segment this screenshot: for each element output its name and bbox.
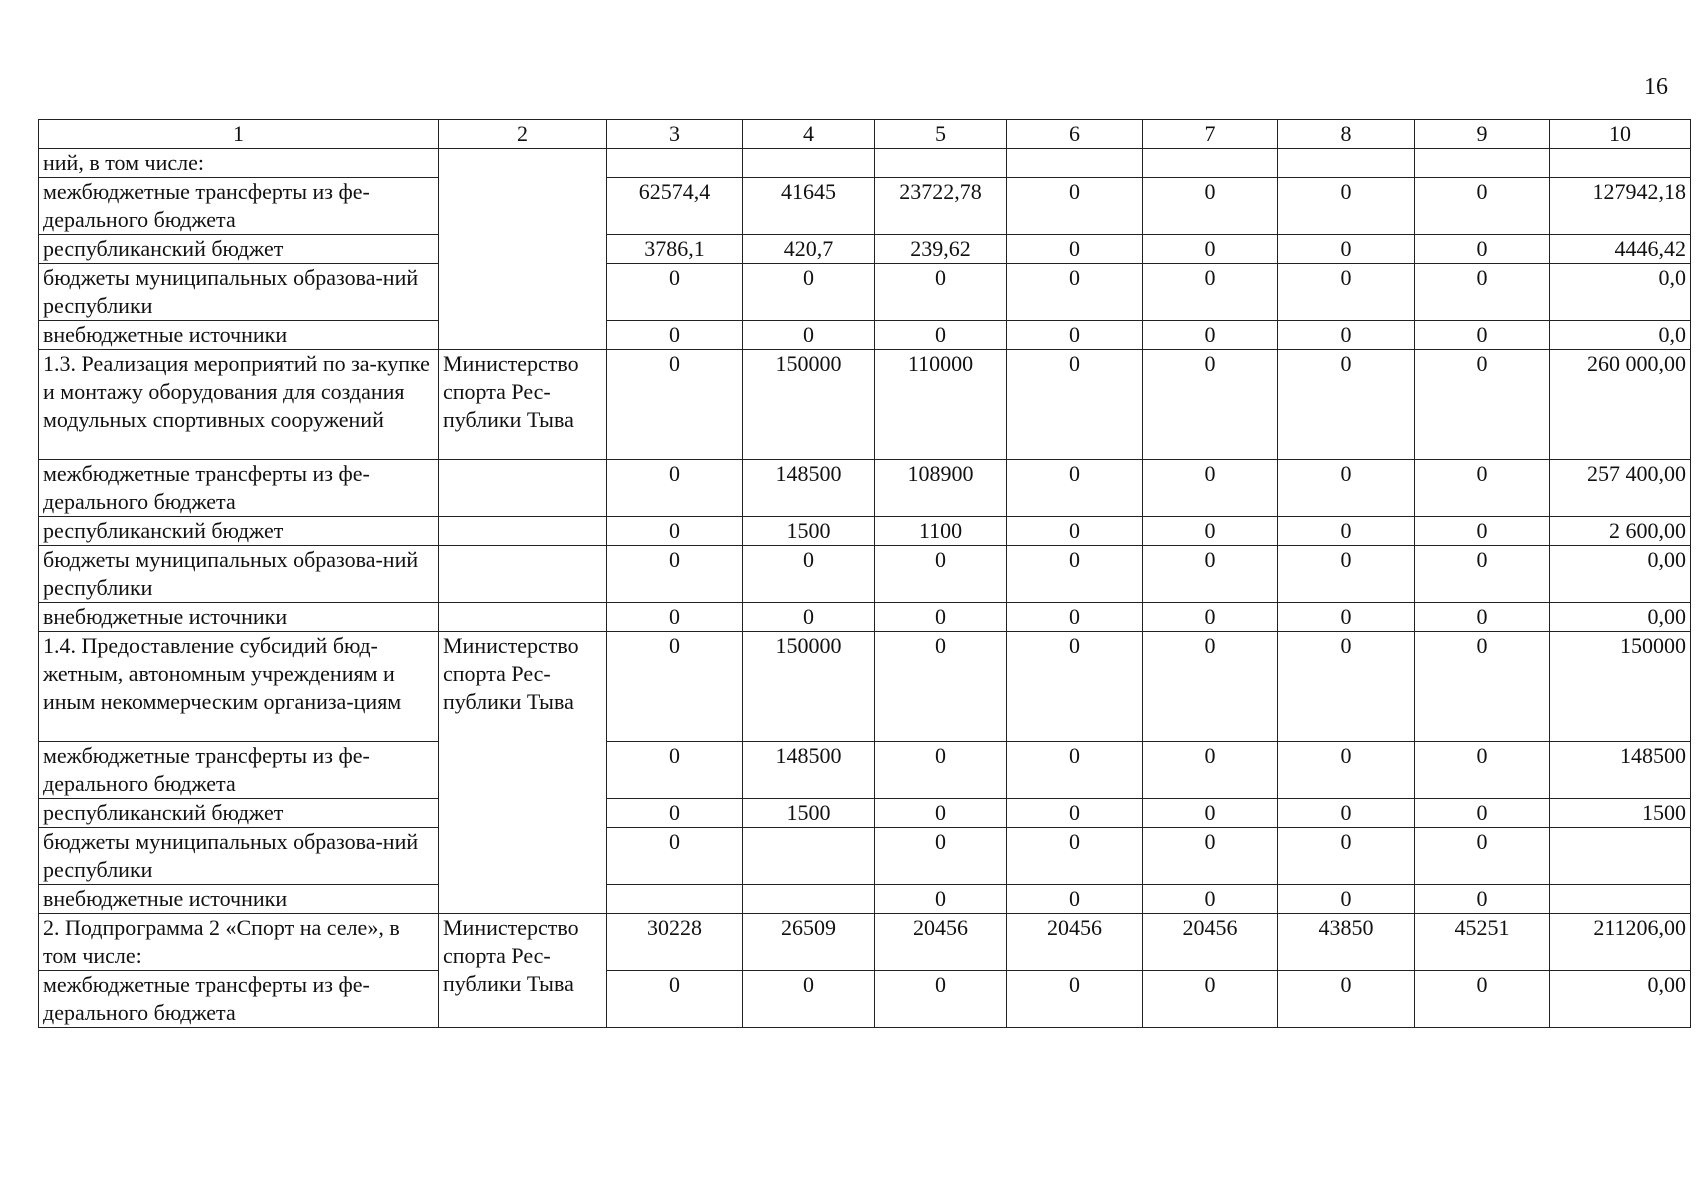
value-cell: 0 <box>1143 460 1278 517</box>
value-cell: 0 <box>875 885 1007 914</box>
value-cell <box>607 149 743 178</box>
value-cell: 2 600,00 <box>1550 517 1691 546</box>
table-row <box>39 828 1691 885</box>
table-row <box>39 632 1691 742</box>
value-cell: 0,0 <box>1550 264 1691 321</box>
value-cell: 0 <box>607 460 743 517</box>
row-label: внебюджетные источники <box>39 885 439 914</box>
value-cell: 0 <box>875 603 1007 632</box>
value-cell: 110000 <box>875 350 1007 460</box>
value-cell: 0,0 <box>1550 321 1691 350</box>
value-cell: 0 <box>607 742 743 799</box>
table-row <box>39 742 1691 799</box>
value-cell: 0 <box>1007 632 1143 742</box>
value-cell <box>1550 828 1691 885</box>
table-row <box>39 264 1691 321</box>
value-cell: 45251 <box>1415 914 1550 971</box>
value-cell: 0 <box>607 828 743 885</box>
value-cell: 0 <box>1143 742 1278 799</box>
value-cell: 0 <box>1278 799 1415 828</box>
row-label: межбюджетные трансферты из фе-дерального бюджета <box>39 742 439 799</box>
value-cell: 0 <box>1143 517 1278 546</box>
value-cell: 0 <box>1415 632 1550 742</box>
value-cell: 0 <box>875 632 1007 742</box>
column-header: 4 <box>743 120 875 149</box>
column-header: 2 <box>439 120 607 149</box>
value-cell: 127942,18 <box>1550 178 1691 235</box>
value-cell: 0,00 <box>1550 546 1691 603</box>
value-cell: 0 <box>1007 321 1143 350</box>
value-cell: 0 <box>607 517 743 546</box>
value-cell: 0 <box>1415 603 1550 632</box>
value-cell <box>1550 885 1691 914</box>
value-cell: 150000 <box>1550 632 1691 742</box>
value-cell: 148500 <box>743 742 875 799</box>
value-cell: 0 <box>1415 799 1550 828</box>
column-header: 8 <box>1278 120 1415 149</box>
value-cell: 43850 <box>1278 914 1415 971</box>
value-cell <box>1007 149 1143 178</box>
column-header: 9 <box>1415 120 1550 149</box>
value-cell: 0 <box>1278 350 1415 460</box>
value-cell: 0 <box>1278 885 1415 914</box>
row-label: межбюджетные трансферты из фе-дерального бюджета <box>39 971 439 1028</box>
value-cell: 0 <box>607 603 743 632</box>
value-cell: 0 <box>1143 321 1278 350</box>
table-row <box>39 178 1691 235</box>
row-label: ний, в том числе: <box>39 149 439 178</box>
page-number: 16 <box>1644 74 1668 100</box>
executor-cell <box>439 460 607 517</box>
value-cell: 26509 <box>743 914 875 971</box>
executor-cell <box>439 149 607 350</box>
table-row <box>39 517 1691 546</box>
table-row <box>39 321 1691 350</box>
value-cell: 0 <box>1278 971 1415 1028</box>
value-cell: 1500 <box>743 799 875 828</box>
value-cell: 211206,00 <box>1550 914 1691 971</box>
row-label: республиканский бюджет <box>39 799 439 828</box>
value-cell: 0 <box>1278 517 1415 546</box>
value-cell: 148500 <box>1550 742 1691 799</box>
row-label: 2. Подпрограмма 2 «Спорт на селе», в том числе: <box>39 914 439 971</box>
value-cell: 0 <box>607 971 743 1028</box>
value-cell: 420,7 <box>743 235 875 264</box>
value-cell: 0 <box>607 350 743 460</box>
value-cell <box>875 149 1007 178</box>
value-cell: 20456 <box>1143 914 1278 971</box>
value-cell: 0 <box>875 321 1007 350</box>
row-label: межбюджетные трансферты из фе-дерального бюджета <box>39 460 439 517</box>
value-cell: 0 <box>607 632 743 742</box>
value-cell: 0 <box>1143 546 1278 603</box>
value-cell: 0 <box>1415 742 1550 799</box>
value-cell: 0 <box>1143 235 1278 264</box>
value-cell: 0 <box>1415 517 1550 546</box>
value-cell: 0 <box>875 264 1007 321</box>
value-cell: 0 <box>607 799 743 828</box>
row-label: республиканский бюджет <box>39 235 439 264</box>
value-cell: 150000 <box>743 632 875 742</box>
value-cell: 0 <box>1007 742 1143 799</box>
column-header: 6 <box>1007 120 1143 149</box>
value-cell: 4446,42 <box>1550 235 1691 264</box>
value-cell: 23722,78 <box>875 178 1007 235</box>
column-header: 10 <box>1550 120 1691 149</box>
table-row <box>39 971 1691 1028</box>
value-cell: 62574,4 <box>607 178 743 235</box>
row-label: внебюджетные источники <box>39 603 439 632</box>
value-cell: 0 <box>1007 603 1143 632</box>
value-cell: 0 <box>1143 632 1278 742</box>
row-label: 1.3. Реализация мероприятий по за-купке и монтажу оборудования для создания модульных спортивных сооружений <box>39 350 439 460</box>
value-cell: 0 <box>1278 321 1415 350</box>
value-cell: 0 <box>743 971 875 1028</box>
value-cell: 0 <box>875 971 1007 1028</box>
executor-cell <box>439 517 607 546</box>
value-cell: 3786,1 <box>607 235 743 264</box>
value-cell: 148500 <box>743 460 875 517</box>
value-cell <box>1415 149 1550 178</box>
value-cell: 0 <box>1007 971 1143 1028</box>
value-cell: 0 <box>875 546 1007 603</box>
value-cell: 0,00 <box>1550 971 1691 1028</box>
value-cell <box>1143 149 1278 178</box>
column-header: 5 <box>875 120 1007 149</box>
table-row <box>39 603 1691 632</box>
value-cell: 0 <box>1143 885 1278 914</box>
value-cell: 1500 <box>1550 799 1691 828</box>
value-cell <box>743 149 875 178</box>
value-cell: 0 <box>1278 632 1415 742</box>
value-cell: 0,00 <box>1550 603 1691 632</box>
row-label: бюджеты муниципальных образова-ний республики <box>39 264 439 321</box>
table-row <box>39 799 1691 828</box>
value-cell: 0 <box>1415 321 1550 350</box>
value-cell: 0 <box>1007 460 1143 517</box>
row-label: республиканский бюджет <box>39 517 439 546</box>
value-cell: 0 <box>1007 350 1143 460</box>
value-cell: 1500 <box>743 517 875 546</box>
executor-cell: Министерство спорта Рес-публики Тыва <box>439 914 607 1028</box>
value-cell: 239,62 <box>875 235 1007 264</box>
value-cell: 0 <box>1143 178 1278 235</box>
value-cell: 257 400,00 <box>1550 460 1691 517</box>
value-cell: 0 <box>1415 828 1550 885</box>
value-cell: 0 <box>1143 971 1278 1028</box>
executor-cell: Министерство спорта Рес-публики Тыва <box>439 632 607 914</box>
value-cell: 0 <box>1278 828 1415 885</box>
value-cell: 0 <box>1143 264 1278 321</box>
value-cell: 0 <box>1007 828 1143 885</box>
column-header: 7 <box>1143 120 1278 149</box>
value-cell <box>1550 149 1691 178</box>
value-cell: 0 <box>1278 546 1415 603</box>
value-cell: 0 <box>1415 971 1550 1028</box>
value-cell: 0 <box>1278 235 1415 264</box>
value-cell: 0 <box>743 603 875 632</box>
value-cell: 0 <box>1007 546 1143 603</box>
row-label: 1.4. Предоставление субсидий бюд-жетным, автономным учреждениям и иным некоммерческим организа-циям <box>39 632 439 742</box>
value-cell: 20456 <box>875 914 1007 971</box>
table-row <box>39 235 1691 264</box>
column-header: 3 <box>607 120 743 149</box>
executor-cell <box>439 546 607 603</box>
table-header-row <box>39 120 1691 149</box>
value-cell: 0 <box>1415 178 1550 235</box>
value-cell: 108900 <box>875 460 1007 517</box>
table-row <box>39 350 1691 460</box>
value-cell: 0 <box>1143 603 1278 632</box>
value-cell: 0 <box>743 321 875 350</box>
value-cell: 0 <box>1143 350 1278 460</box>
table-row <box>39 914 1691 971</box>
value-cell: 0 <box>1415 885 1550 914</box>
value-cell: 0 <box>1415 546 1550 603</box>
value-cell: 0 <box>1278 264 1415 321</box>
value-cell: 0 <box>1007 885 1143 914</box>
value-cell: 0 <box>875 742 1007 799</box>
executor-cell <box>439 603 607 632</box>
value-cell <box>607 885 743 914</box>
value-cell: 0 <box>1007 517 1143 546</box>
table-row <box>39 546 1691 603</box>
value-cell <box>743 885 875 914</box>
row-label: бюджеты муниципальных образова-ний республики <box>39 828 439 885</box>
row-label: межбюджетные трансферты из фе-дерального бюджета <box>39 178 439 235</box>
value-cell: 41645 <box>743 178 875 235</box>
value-cell: 0 <box>1007 799 1143 828</box>
value-cell: 0 <box>1415 460 1550 517</box>
executor-cell: Министерство спорта Рес-публики Тыва <box>439 350 607 460</box>
value-cell: 150000 <box>743 350 875 460</box>
value-cell: 0 <box>1278 742 1415 799</box>
value-cell <box>1278 149 1415 178</box>
column-header: 1 <box>39 120 439 149</box>
value-cell: 0 <box>1278 178 1415 235</box>
value-cell: 0 <box>1415 350 1550 460</box>
value-cell: 0 <box>743 264 875 321</box>
value-cell: 0 <box>1143 828 1278 885</box>
value-cell: 0 <box>607 264 743 321</box>
budget-table <box>38 119 1691 1028</box>
value-cell: 30228 <box>607 914 743 971</box>
value-cell: 0 <box>1415 235 1550 264</box>
table-row <box>39 885 1691 914</box>
value-cell: 0 <box>1007 264 1143 321</box>
value-cell: 260 000,00 <box>1550 350 1691 460</box>
value-cell: 0 <box>875 799 1007 828</box>
value-cell: 0 <box>1007 178 1143 235</box>
value-cell: 0 <box>607 546 743 603</box>
value-cell: 0 <box>1278 460 1415 517</box>
value-cell: 20456 <box>1007 914 1143 971</box>
row-label: бюджеты муниципальных образова-ний республики <box>39 546 439 603</box>
value-cell: 0 <box>1007 235 1143 264</box>
value-cell <box>743 828 875 885</box>
value-cell: 0 <box>1415 264 1550 321</box>
value-cell: 0 <box>607 321 743 350</box>
value-cell: 0 <box>743 546 875 603</box>
table-row <box>39 460 1691 517</box>
row-label: внебюджетные источники <box>39 321 439 350</box>
value-cell: 0 <box>1143 799 1278 828</box>
value-cell: 0 <box>875 828 1007 885</box>
value-cell: 0 <box>1278 603 1415 632</box>
table-row <box>39 149 1691 178</box>
value-cell: 1100 <box>875 517 1007 546</box>
